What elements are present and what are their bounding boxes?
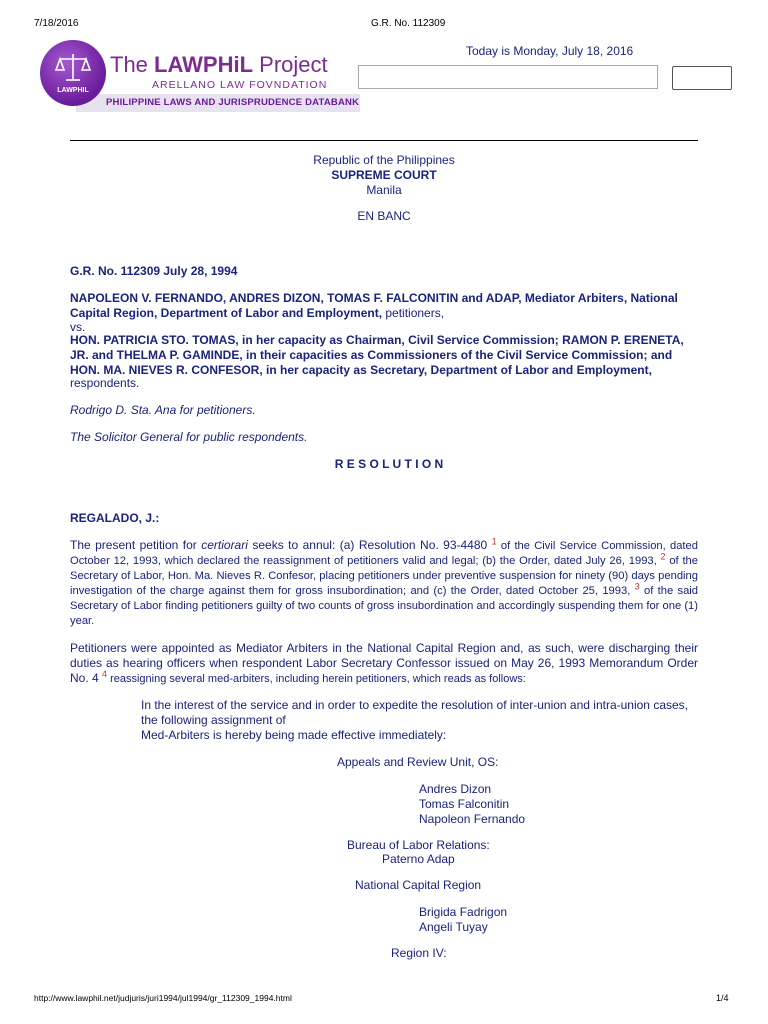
logo-foundation: ARELLANO LAW FOVNDATION (152, 79, 328, 91)
footnote-1-link[interactable]: 1 (491, 536, 497, 547)
today-date: Today is Monday, July 18, 2016 (466, 44, 634, 58)
court-city: Manila (366, 183, 402, 197)
lawphil-seal-icon[interactable] (40, 40, 106, 106)
court-division: EN BANC (357, 209, 411, 223)
paragraph-1: The present petition for certiorari seeks to annul: (a) Resolution No. 93-4480 $^1$ of the Civil Service Commission, dated October 12, 1993, which declared the reassignment of petitioners valid and legal; (b) the Order, dated July 26, 1993, $^2$ of the Secretary of Labor, Hon. Ma. Nieves R. Confesor, placing petitioners under preventive suspension for ninety (90) days pending investigation of the charge against them for gross insubordination; and (c) the Order, dated October 25, 1993, $^3$ of the said Secretary of Labor finding petitioners guilty of two counts of gross insubordination and accordingly suspending them for one (1) year. (70, 536, 698, 627)
print-title: G.R. No. 112309 (371, 18, 446, 29)
assignee-name: Tomas Falconitin (419, 797, 510, 811)
unit-bureau-labor-relations: Bureau of Labor Relations: (347, 838, 490, 852)
site-logo-title[interactable]: The LAWPHiL Project (110, 52, 328, 77)
assignee-name: Napoleon Fernando (419, 812, 526, 826)
footnote-4-link[interactable]: 4 (102, 669, 108, 679)
assignee-name: Angeli Tuyay (419, 920, 488, 934)
paragraph-2: Petitioners were appointed as Mediator Arbiters in the National Capital Region and, as such, were discharging their duties as hearing officers when respondent Labor Secretary Confessor issued on May 26, 1993 Memorandum Order No. 4 $^4$ reassigning several med-arbiters, including herein petitioners, which reads as follows: (70, 641, 698, 685)
page-url: http://www.lawphil.net/judjuris/juri1994/jul1994/gr_112309_1994.html (34, 993, 292, 1003)
assignee-name: Paterno Adap (382, 852, 455, 866)
petitioners-caption: NAPOLEON V. FERNANDO, ANDRES DIZON, TOMAS F. FALCONITIN and ADAP, Mediator Arbiters, National Capital Region, Department of Labor and Employment, petitioners, (70, 291, 678, 320)
case-number: G.R. No. 112309 July 28, 1994 (70, 264, 238, 278)
seal-label: LAWPHIL (57, 87, 89, 94)
counsel-respondents: The Solicitor General for public respondents. (70, 430, 308, 444)
scales-icon (40, 40, 106, 106)
assignee-name: Andres Dizon (419, 782, 492, 796)
ponente: REGALADO, J.: (70, 511, 160, 525)
republic-line: Republic of the Philippines (313, 153, 455, 167)
counsel-petitioners: Rodrigo D. Sta. Ana for petitioners. (70, 403, 256, 417)
respondents-role: respondents. (70, 376, 140, 390)
quote-line-1: In the interest of the service and in order to expedite the resolution of inter-union and intra-union cases, (141, 698, 688, 712)
header-divider (70, 140, 698, 141)
unit-region-iv: Region IV: (391, 946, 447, 960)
quote-line-3: Med-Arbiters is hereby being made effective immediately: (141, 728, 447, 742)
unit-appeals-review: Appeals and Review Unit, OS: (337, 755, 499, 769)
respondents-caption: HON. PATRICIA STO. TOMAS, in her capacity as Chairman, Civil Service Commission; RAMON P. ERENETA, JR. and THELMA P. GAMINDE, in their capacities as Commissioners of the Civil Service Commission; and HON. MA. NIEVES R. CONFESOR, in her capacity as Secretary, Department of Labor and Employment, (70, 333, 684, 377)
versus: vs. (70, 320, 86, 334)
resolution-heading: R E S O L U T I O N (334, 457, 444, 471)
logo-databank: PHILIPPINE LAWS AND JURISPRUDENCE DATABANK (106, 97, 360, 108)
search-input[interactable] (358, 65, 658, 89)
footnote-3-link[interactable]: 3 (634, 581, 640, 592)
quote-line-2: the following assignment of (141, 713, 286, 727)
court-name: SUPREME COURT (331, 168, 437, 182)
assignee-name: Brigida Fadrigon (419, 905, 508, 919)
footnote-2-link[interactable]: 2 (660, 551, 666, 562)
search-button[interactable] (672, 66, 732, 90)
page-number: 1/4 (716, 993, 729, 1003)
print-date: 7/18/2016 (34, 18, 79, 29)
unit-ncr: National Capital Region (355, 878, 482, 892)
